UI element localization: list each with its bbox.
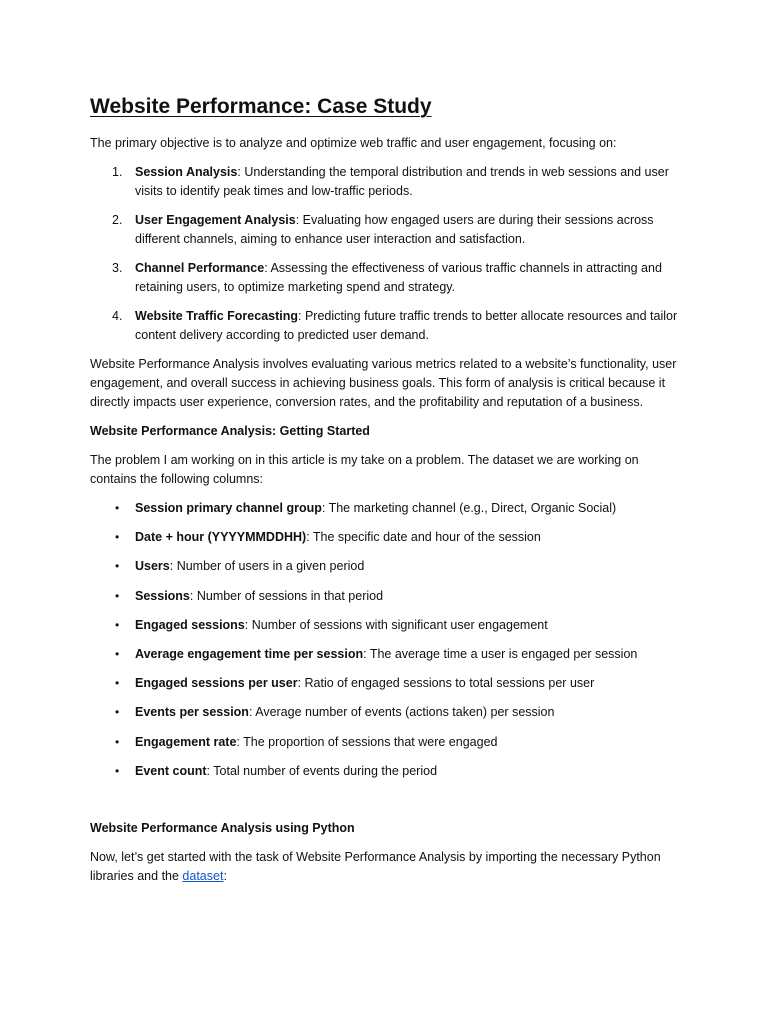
list-number: 1. [112, 165, 123, 179]
column-description: : Average number of events (actions taken) per session [248, 705, 555, 720]
column-term: Session primary channel group [135, 501, 322, 515]
dataset-link[interactable]: dataset [182, 868, 224, 883]
objectives-list [90, 163, 678, 345]
list-number: 2. [112, 213, 123, 227]
bullet-icon: • [115, 676, 120, 691]
section-heading-getting-started: Website Performance Analysis: Getting Started [90, 424, 370, 438]
bullet-icon: • [115, 501, 120, 515]
column-term: Average engagement time per session [135, 646, 364, 661]
objective-item [90, 163, 678, 201]
column-description: : Number of users in a given period [169, 559, 365, 574]
column-description: : Number of sessions with significant user engagement [244, 617, 548, 632]
objective-term: Channel Performance [135, 261, 265, 275]
objective-item [90, 307, 678, 345]
column-description: : Number of sessions in that period [189, 588, 384, 603]
bullet-icon: • [115, 734, 120, 749]
closing-text: Now, let’s get started with the task of Website Performance Analysis by importing the necessary Python libraries and the [90, 849, 661, 883]
closing-punctuation: : [223, 868, 227, 883]
column-item [90, 587, 678, 606]
objective-description: : Evaluating how engaged users are during their sessions across different channels, aiming to enhance user interaction and satisfaction. [135, 213, 654, 246]
closing-paragraph [90, 848, 678, 886]
bullet-icon: • [115, 617, 120, 632]
bullet-icon: • [115, 705, 120, 720]
list-number: 3. [112, 261, 123, 275]
section-heading-python: Website Performance Analysis using Python [90, 820, 355, 835]
problem-paragraph: The problem I am working on in this article is my take on a problem. The dataset we are working on contains the following columns: [90, 453, 639, 486]
column-description: : The marketing channel (e.g., Direct, Organic Social) [321, 501, 617, 515]
column-description: : The proportion of sessions that were engaged [236, 734, 498, 749]
bullet-icon: • [115, 559, 120, 574]
bullet-icon: • [115, 763, 120, 778]
column-item [90, 762, 678, 781]
overview-paragraph: Website Performance Analysis involves evaluating various metrics related to a website’s functionality, user engagement, and overall success in achieving business goals. This form of analysis is critical because it directly impacts user experience, conversion rates, and the profitability and reputation of a business. [90, 357, 677, 409]
column-item [90, 557, 678, 576]
column-term: Engaged sessions per user [135, 676, 298, 691]
bullet-icon: • [115, 646, 120, 661]
objective-item [90, 259, 678, 297]
column-term: Engagement rate [135, 734, 237, 749]
column-item [90, 645, 678, 664]
column-item [90, 528, 678, 547]
objective-description: : Understanding the temporal distribution and trends in web sessions and user visits to identify peak times and low-traffic periods. [135, 165, 669, 198]
column-item [90, 674, 678, 693]
objective-term: Website Traffic Forecasting [135, 309, 299, 323]
objective-description: : Predicting future traffic trends to better allocate resources and tailor content delivery according to predicted user demand. [135, 309, 678, 342]
page-title: Website Performance: Case Study [90, 95, 432, 118]
dataset-columns-list [90, 499, 678, 781]
list-number: 4. [112, 309, 123, 323]
column-term: Engaged sessions [135, 617, 245, 632]
objective-description: : Assessing the effectiveness of various traffic channels in attracting and retaining users, to optimize marketing spend and strategy. [135, 261, 662, 294]
column-item [90, 499, 678, 518]
column-description: : Total number of events during the period [206, 763, 438, 778]
objective-term: User Engagement Analysis [135, 213, 296, 227]
column-term: Event count [135, 763, 207, 778]
column-item [90, 703, 678, 722]
column-term: Date + hour (YYYYMMDDHH) [135, 530, 307, 545]
objective-term: Session Analysis [135, 165, 238, 179]
column-item [90, 733, 678, 752]
bullet-icon: • [115, 588, 120, 603]
column-description: : The specific date and hour of the session [306, 530, 541, 545]
column-item [90, 616, 678, 635]
column-term: Events per session [135, 705, 249, 720]
column-term: Sessions [135, 588, 190, 603]
column-description: : Ratio of engaged sessions to total sessions per user [297, 676, 595, 691]
intro-paragraph: The primary objective is to analyze and optimize web traffic and user engagement, focusing on: [90, 136, 617, 150]
column-description: : The average time a user is engaged per session [363, 646, 638, 661]
column-term: Users [135, 559, 170, 574]
bullet-icon: • [115, 530, 120, 545]
objective-item [90, 211, 678, 249]
